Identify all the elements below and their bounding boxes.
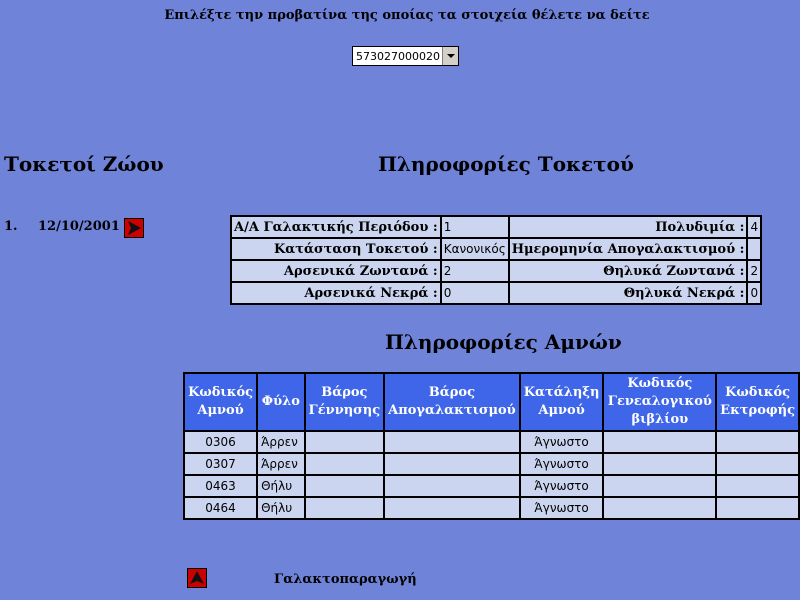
outcome-cell: Άγνωστο xyxy=(520,453,604,475)
pedigree-code-cell xyxy=(603,431,716,453)
pedigree-code-cell xyxy=(603,497,716,519)
table-row xyxy=(184,497,799,519)
birth-info-table xyxy=(230,215,762,305)
lamb-code-cell: 0307 xyxy=(184,453,257,475)
table-row xyxy=(231,216,761,238)
table-row xyxy=(184,475,799,497)
label-cell: Κατάσταση Τοκετού : xyxy=(231,238,441,260)
label-cell: Θηλυκά Νεκρά : xyxy=(509,282,748,304)
label-cell: Αρσενικά Ζωντανά : xyxy=(231,260,441,282)
column-header: Κωδικός Γενεαλογικού βιβλίου xyxy=(603,373,716,431)
lamb-code-cell: 0464 xyxy=(184,497,257,519)
value-cell: 0 xyxy=(747,282,761,304)
table-row xyxy=(184,453,799,475)
sheep-select[interactable] xyxy=(352,46,459,66)
farm-code-cell xyxy=(716,453,799,475)
births-heading: Τοκετοί Ζώου xyxy=(4,152,164,176)
value-cell: 2 xyxy=(441,260,509,282)
pedigree-code-cell xyxy=(603,475,716,497)
chevron-down-icon[interactable] xyxy=(442,47,458,65)
sex-cell: Θήλυ xyxy=(257,475,304,497)
birth-entry-date[interactable]: 12/10/2001 xyxy=(38,219,120,234)
outcome-cell: Άγνωστο xyxy=(520,497,604,519)
column-header: Φύλο xyxy=(257,373,304,431)
lamb-code-cell: 0306 xyxy=(184,431,257,453)
sex-cell: Άρρεν xyxy=(257,453,304,475)
weaning-weight-cell xyxy=(384,453,520,475)
weaning-weight-cell xyxy=(384,497,520,519)
birth-weight-cell xyxy=(305,497,385,519)
birth-weight-cell xyxy=(305,431,385,453)
table-row xyxy=(184,431,799,453)
table-row xyxy=(231,260,761,282)
arrow-up-icon[interactable] xyxy=(187,568,207,588)
table-header-row xyxy=(184,373,799,431)
table-row xyxy=(231,282,761,304)
label-cell: Ημερομηνία Απογαλακτισμού : xyxy=(509,238,748,260)
weaning-weight-cell xyxy=(384,431,520,453)
value-cell: 1 xyxy=(441,216,509,238)
birth-weight-cell xyxy=(305,475,385,497)
farm-code-cell xyxy=(716,475,799,497)
sex-cell: Θήλυ xyxy=(257,497,304,519)
value-cell: 2 xyxy=(747,260,761,282)
birth-entry-number: 1. xyxy=(4,219,18,234)
weaning-weight-cell xyxy=(384,475,520,497)
value-cell xyxy=(747,238,761,260)
value-cell: 4 xyxy=(747,216,761,238)
birth-info-heading: Πληροφορίες Τοκετού xyxy=(378,152,634,176)
label-cell: Α/Α Γαλακτικής Περιόδου : xyxy=(231,216,441,238)
milk-production-link[interactable]: Γαλακτοπαραγωγή xyxy=(274,572,417,587)
pedigree-code-cell xyxy=(603,453,716,475)
outcome-cell: Άγνωστο xyxy=(520,431,604,453)
label-cell: Πολυδιμία : xyxy=(509,216,748,238)
farm-code-cell xyxy=(716,497,799,519)
lamb-code-cell: 0463 xyxy=(184,475,257,497)
outcome-cell: Άγνωστο xyxy=(520,475,604,497)
arrow-right-icon[interactable] xyxy=(124,218,144,238)
label-cell: Αρσενικά Νεκρά : xyxy=(231,282,441,304)
column-header: Βάρος Απογαλακτισμού xyxy=(384,373,520,431)
farm-code-cell xyxy=(716,431,799,453)
sheep-select-value: 573027000020 xyxy=(356,50,440,63)
birth-weight-cell xyxy=(305,453,385,475)
lamb-info-heading: Πληροφορίες Αμνών xyxy=(385,330,622,354)
column-header: Κωδικός Αμνού xyxy=(184,373,257,431)
label-cell: Θηλυκά Ζωντανά : xyxy=(509,260,748,282)
sex-cell: Άρρεν xyxy=(257,431,304,453)
value-cell: 0 xyxy=(441,282,509,304)
table-row xyxy=(231,238,761,260)
column-header: Κατάληξη Αμνού xyxy=(520,373,604,431)
column-header: Βάρος Γέννησης xyxy=(305,373,385,431)
value-cell: Κανονικός xyxy=(441,238,509,260)
column-header: Κωδικός Εκτροφής xyxy=(716,373,799,431)
prompt-text: Επιλέξτε την προβατίνα της οποίας τα στοιχεία θέλετε να δείτε xyxy=(164,8,650,23)
lamb-info-table xyxy=(183,372,800,520)
